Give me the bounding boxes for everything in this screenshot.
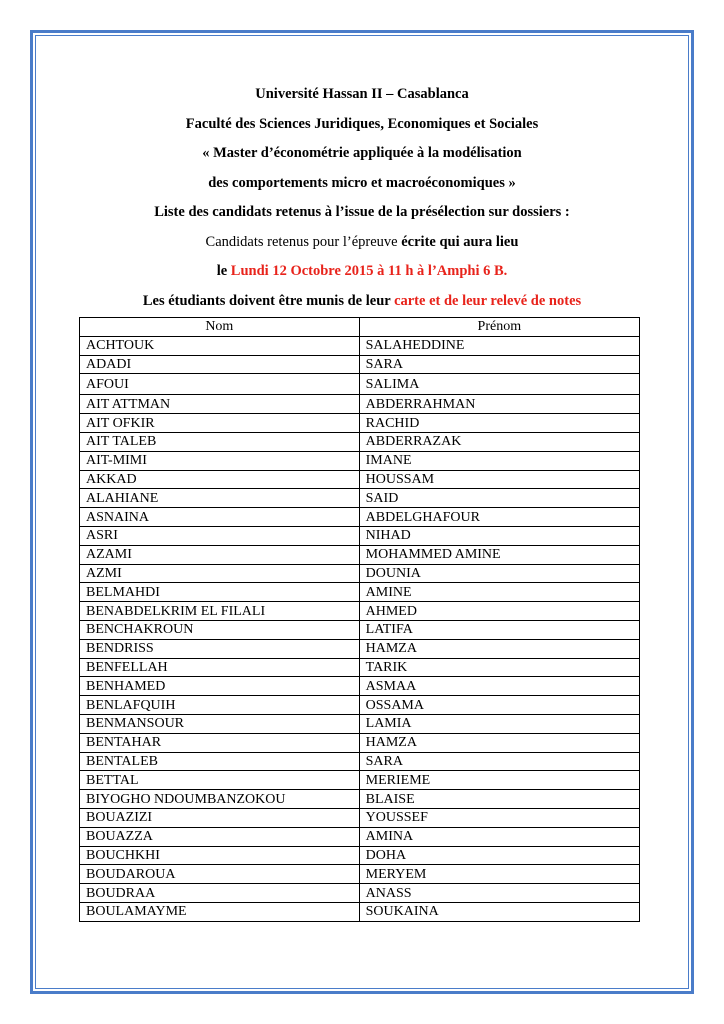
- table-row: [80, 374, 640, 395]
- exam-line: [60, 232, 664, 252]
- cell-nom: ALAHIANE: [80, 489, 360, 508]
- cell-prenom: MOHAMMED AMINE: [359, 545, 639, 564]
- date-value: Lundi 12 Octobre 2015 à 11 h à l’Amphi 6 B.: [230, 263, 508, 279]
- table-row: [80, 771, 640, 790]
- table-row: [80, 808, 640, 827]
- cell-nom: BOUCHKHI: [80, 846, 360, 865]
- cell-nom: BOUDRAA: [80, 884, 360, 903]
- cell-nom: BOUAZIZI: [80, 808, 360, 827]
- cell-nom: AFOUI: [80, 374, 360, 395]
- cell-prenom: ANASS: [359, 884, 639, 903]
- cell-prenom: LATIFA: [359, 620, 639, 639]
- cell-prenom: ABDELGHAFOUR: [359, 508, 639, 527]
- table-row: [80, 733, 640, 752]
- table-body: [80, 336, 640, 921]
- table-row: [80, 639, 640, 658]
- cell-nom: AZMI: [80, 564, 360, 583]
- table-row: [80, 336, 640, 355]
- exam-bold: écrite qui aura lieu: [401, 233, 519, 250]
- notice-line: [60, 291, 664, 311]
- notice-red: carte et de leur relevé de notes: [394, 292, 582, 309]
- cell-nom: ACHTOUK: [80, 336, 360, 355]
- table-row: [80, 602, 640, 621]
- column-header-nom: Nom: [80, 318, 360, 337]
- table-row: [80, 902, 640, 921]
- table-row: [80, 790, 640, 809]
- cell-nom: BOUDAROUA: [80, 865, 360, 884]
- cell-nom: BELMAHDI: [80, 583, 360, 602]
- document-header: [60, 84, 664, 320]
- cell-prenom: ASMAA: [359, 677, 639, 696]
- cell-nom: BENDRISS: [80, 639, 360, 658]
- cell-prenom: YOUSSEF: [359, 808, 639, 827]
- table-row: [80, 865, 640, 884]
- cell-nom: AIT OFKIR: [80, 414, 360, 433]
- cell-nom: AIT ATTMAN: [80, 395, 360, 414]
- date-prefix: le: [216, 263, 231, 279]
- cell-prenom: AMINE: [359, 583, 639, 602]
- cell-prenom: LAMIA: [359, 714, 639, 733]
- cell-prenom: ABDERRAZAK: [359, 432, 639, 451]
- list-title: Liste des candidats retenus à l’issue de la présélection sur dossiers :: [154, 204, 570, 220]
- table-row: [80, 526, 640, 545]
- cell-prenom: SALIMA: [359, 374, 639, 395]
- cell-nom: BENMANSOUR: [80, 714, 360, 733]
- cell-nom: AZAMI: [80, 545, 360, 564]
- cell-prenom: ABDERRAHMAN: [359, 395, 639, 414]
- university-title: Université Hassan II – Casablanca: [255, 86, 469, 102]
- table-row: [80, 432, 640, 451]
- cell-nom: BENLAFQUIH: [80, 696, 360, 715]
- master-title-line2: des comportements micro et macroéconomiques »: [208, 174, 516, 191]
- table-row: [80, 714, 640, 733]
- table-row: [80, 846, 640, 865]
- cell-prenom: NIHAD: [359, 526, 639, 545]
- cell-prenom: MERIEME: [359, 771, 639, 790]
- cell-nom: BOULAMAYME: [80, 902, 360, 921]
- cell-nom: BETTAL: [80, 771, 360, 790]
- cell-prenom: SARA: [359, 355, 639, 374]
- cell-nom: BIYOGHO NDOUMBANZOKOU: [80, 790, 360, 809]
- cell-nom: BENFELLAH: [80, 658, 360, 677]
- cell-prenom: OSSAMA: [359, 696, 639, 715]
- table-row: [80, 752, 640, 771]
- cell-prenom: HOUSSAM: [359, 470, 639, 489]
- table-row: [80, 470, 640, 489]
- cell-prenom: HAMZA: [359, 639, 639, 658]
- cell-prenom: TARIK: [359, 658, 639, 677]
- master-title-line1: « Master d’économétrie appliquée à la modélisation: [202, 145, 522, 161]
- cell-prenom: AHMED: [359, 602, 639, 621]
- table-row: [80, 658, 640, 677]
- cell-prenom: DOUNIA: [359, 564, 639, 583]
- table-row: [80, 508, 640, 527]
- cell-prenom: MERYEM: [359, 865, 639, 884]
- cell-nom: AIT TALEB: [80, 432, 360, 451]
- cell-nom: ASRI: [80, 526, 360, 545]
- cell-prenom: SARA: [359, 752, 639, 771]
- table-row: [80, 696, 640, 715]
- table-row: [80, 677, 640, 696]
- cell-prenom: SALAHEDDINE: [359, 336, 639, 355]
- cell-nom: BENTAHAR: [80, 733, 360, 752]
- cell-nom: ASNAINA: [80, 508, 360, 527]
- column-header-prenom: Prénom: [359, 318, 639, 337]
- table-row: [80, 355, 640, 374]
- table-row: [80, 545, 640, 564]
- cell-prenom: IMANE: [359, 451, 639, 470]
- cell-prenom: SAID: [359, 489, 639, 508]
- cell-nom: BENHAMED: [80, 677, 360, 696]
- cell-nom: BOUAZZA: [80, 827, 360, 846]
- cell-nom: BENCHAKROUN: [80, 620, 360, 639]
- table-row: [80, 489, 640, 508]
- candidates-table: [79, 317, 640, 922]
- cell-prenom: HAMZA: [359, 733, 639, 752]
- table-row: [80, 620, 640, 639]
- table-row: [80, 395, 640, 414]
- cell-prenom: SOUKAINA: [359, 902, 639, 921]
- cell-prenom: AMINA: [359, 827, 639, 846]
- cell-nom: ADADI: [80, 355, 360, 374]
- table-row: [80, 583, 640, 602]
- cell-nom: AKKAD: [80, 470, 360, 489]
- cell-prenom: BLAISE: [359, 790, 639, 809]
- table-row: [80, 414, 640, 433]
- cell-prenom: DOHA: [359, 846, 639, 865]
- table-row: [80, 451, 640, 470]
- table-row: [80, 564, 640, 583]
- cell-nom: AIT-MIMI: [80, 451, 360, 470]
- notice-prefix: Les étudiants doivent être munis de leur: [142, 292, 395, 309]
- table-header-row: [80, 318, 640, 337]
- faculty-title: Faculté des Sciences Juridiques, Economiques et Sociales: [185, 115, 539, 132]
- cell-nom: BENTALEB: [80, 752, 360, 771]
- table-row: [80, 884, 640, 903]
- table-row: [80, 827, 640, 846]
- date-line: [60, 261, 664, 281]
- cell-nom: BENABDELKRIM EL FILALI: [80, 602, 360, 621]
- exam-prefix: Candidats retenus pour l’épreuve: [205, 233, 402, 250]
- cell-prenom: RACHID: [359, 414, 639, 433]
